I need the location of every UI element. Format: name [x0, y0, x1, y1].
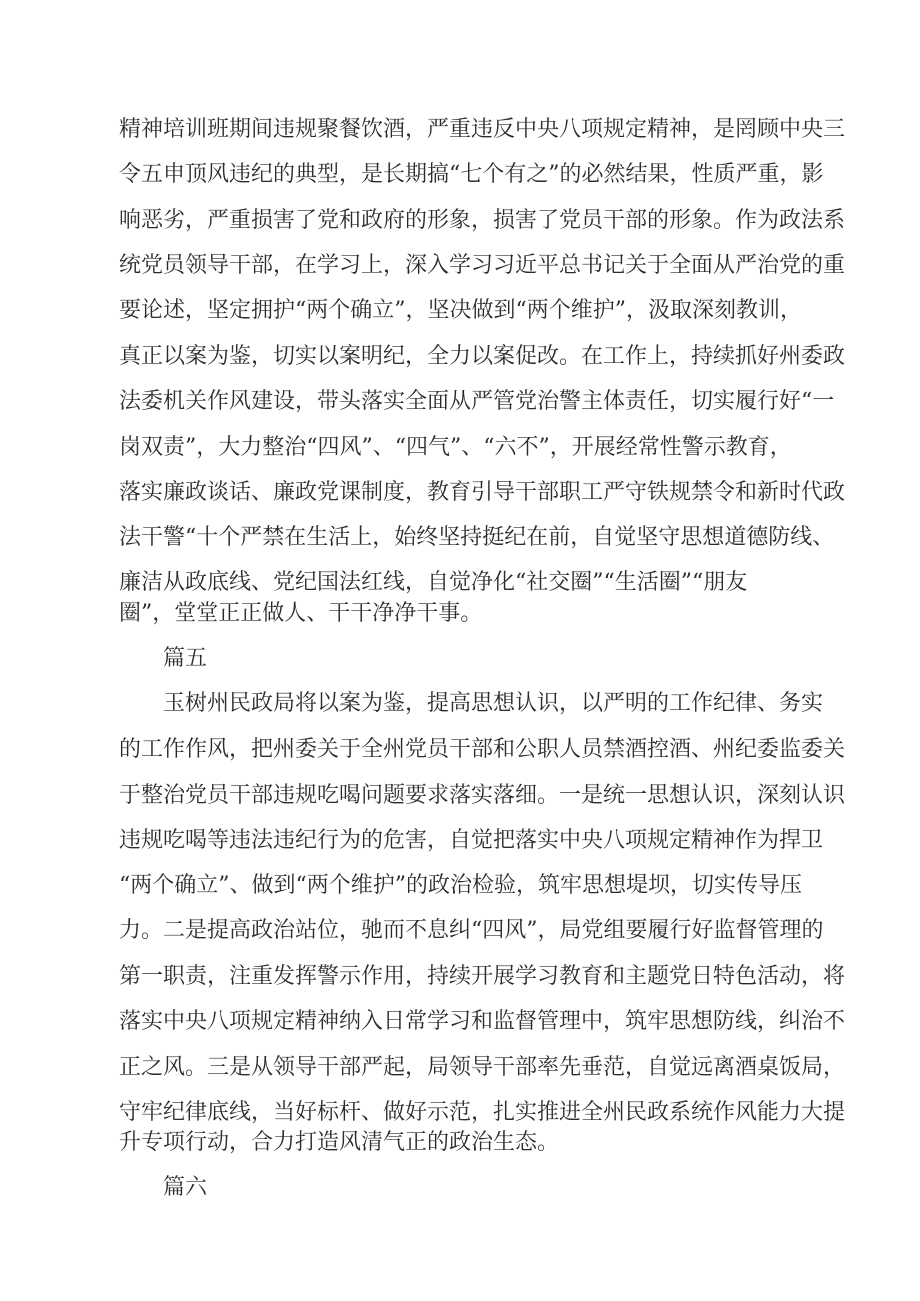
paragraph-line: 廉洁从政底线、党纪国法红线，自觉净化“社交圈”“生活圈”“朋友 — [119, 570, 748, 595]
paragraph-line: 玉树州民政局将以案为鉴，提高思想认识，以严明的工作纪律、务实 — [163, 691, 824, 716]
paragraph-line: 令五申顶风违纪的典型，是长期搞“七个有之”的必然结果，性质严重，影 — [119, 162, 824, 187]
paragraph-line: 落实廉政谈话、廉政党课制度，教育引导干部职工严守铁规禁令和新时代政 — [119, 480, 846, 505]
paragraph-line: 真正以案为鉴，切实以案明纪，全力以案促改。在工作上，持续抓好州委政 — [119, 344, 846, 369]
paragraph-line: 违规吃喝等违法违纪行为的危害，自觉把落实中央八项规定精神作为捍卫 — [119, 828, 824, 853]
paragraph-line: 岗双责”，大力整治“四风”、“四气”、“六不”，开展经常性警示教育， — [119, 435, 792, 460]
paragraph-line: 法干警“十个严禁在生活上，始终坚持挺纪在前，自觉坚守思想道德防线、 — [119, 525, 835, 550]
paragraph-line: 第一职责，注重发挥警示作用，持续开展学习教育和主题党日特色活动，将 — [119, 964, 846, 989]
paragraph-line: 于整治党员干部违规吃喝问题要求落实落细。一是统一思想认识，深刻认识 — [119, 783, 846, 808]
paragraph-line: 落实中央八项规定精神纳入日常学习和监督管理中，筑牢思想防线，纠治不 — [119, 1009, 846, 1034]
paragraph-line: 响恶劣，严重损害了党和政府的形象，损害了党员干部的形象。作为政法系 — [119, 208, 846, 233]
paragraph-line: 守牢纪律底线，当好标杆、做好示范，扎实推进全州民政系统作风能力大提 — [119, 1100, 846, 1125]
paragraph-line: 力。二是提高政治站位，驰而不息纠“四风”，局党组要履行好监督管理的 — [119, 918, 824, 943]
paragraph-line: 精神培训班期间违规聚餐饮酒，严重违反中央八项规定精神，是罔顾中央三 — [119, 117, 846, 142]
paragraph-line: 升专项行动，合力打造风清气正的政治生态。 — [119, 1130, 560, 1155]
paragraph-line: 的工作作风，把州委关于全州党员干部和公职人员禁酒控酒、州纪委监委关 — [119, 737, 846, 762]
paragraph-line: 要论述，坚定拥护“两个确立”，坚决做到“两个维护”，汲取深刻教训， — [119, 298, 802, 323]
paragraph-line: 统党员领导干部，在学习上，深入学习习近平总书记关于全面从严治党的重 — [119, 253, 846, 278]
section-heading: 篇五 — [163, 646, 208, 671]
section-heading: 篇六 — [163, 1175, 208, 1200]
paragraph-line: “两个确立”、做到“两个维护”的政治检验，筑牢思想堤坝，切实传导压 — [119, 873, 802, 898]
paragraph-line: 圈”，堂堂正正做人、干干净净干事。 — [119, 601, 483, 626]
paragraph-line: 正之风。三是从领导干部严起，局领导干部率先垂范，自觉远离酒桌饭局， — [119, 1055, 846, 1080]
paragraph-line: 法委机关作风建设，带头落实全面从严管党治警主体责任，切实履行好“一 — [119, 389, 835, 414]
